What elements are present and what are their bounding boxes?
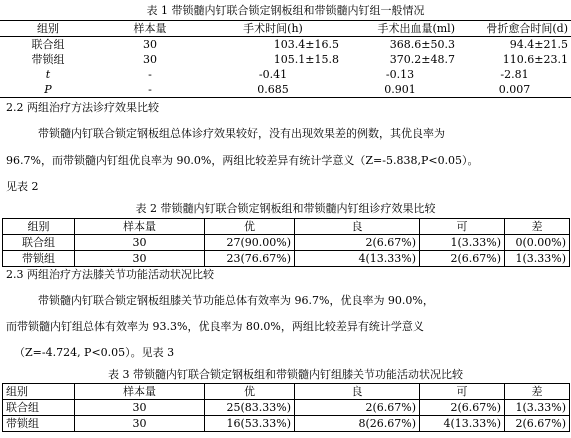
table2-cell: 30 (75, 235, 205, 251)
table3-cell: 25(83.33%) (205, 400, 295, 416)
table3 (2, 383, 570, 432)
section-heading: 2.2 两组治疗方法诊疗效果比较 (6, 101, 159, 114)
paragraph-line: （Z=-4.724, P<0.05）。见表 3 (14, 346, 175, 359)
table-row (0, 82, 571, 98)
table2-cell: 27(90.00%) (205, 235, 295, 251)
table2-header-cell: 良 (295, 219, 420, 235)
table-row (0, 37, 571, 53)
table1-header-row (0, 21, 571, 37)
table2-caption: 表 2 带锁髓内钉联合锁定钢板组和带锁髓内钉组诊疗效果比较 (135, 202, 436, 215)
table2-cell: 4(13.33%) (295, 251, 420, 267)
table3-cell: 8(26.67%) (295, 416, 420, 432)
table1-cell: 370.2±48.7 (389, 53, 455, 66)
table3-header-cell: 优 (205, 384, 295, 400)
table2-header-cell: 可 (420, 219, 505, 235)
table1-header-cell: 样本量 (96, 21, 204, 37)
table2-header-cell: 优 (205, 219, 295, 235)
table1-caption: 表 1 带锁髓内钉联合锁定钢板组和带锁髓内钉组一般情况 (146, 4, 425, 17)
table2-cell: 30 (75, 251, 205, 267)
table3-cell: 16(53.33%) (205, 416, 295, 432)
table-row (3, 400, 570, 416)
paragraph-line: 带锁髓内钉联合锁定钢板组总体诊疗效果较好，没有出现效果差的例数，其优良率为 (38, 127, 445, 140)
table1-header-cell: 手术时间(h) (204, 21, 342, 37)
table2-cell: 1(3.33%) (420, 235, 505, 251)
paragraph-line: 而带锁髓内钉组总体有效率为 93.3%，优良率为 80.0%，两组比较差异有统计学意义 (6, 320, 424, 333)
table1-cell: P (0, 82, 96, 98)
table3-cell: 带锁组 (3, 416, 75, 432)
section-heading: 2.3 两组治疗方法膝关节功能活动状况比较 (6, 268, 214, 281)
table3-cell: 2(6.67%) (295, 400, 420, 416)
table1-cell: -2.81 (500, 68, 529, 81)
table1-header-cell: 组别 (0, 21, 96, 37)
table1-cell: 110.6±23.1 (502, 53, 568, 66)
table2-cell: 1(3.33%) (505, 251, 570, 267)
paragraph-line: 见表 2 (6, 180, 39, 193)
table-row (3, 251, 570, 267)
table3-header-cell: 样本量 (75, 384, 205, 400)
table1-cell: - (96, 82, 204, 98)
table3-cell: 2(6.67%) (505, 416, 570, 432)
table3-caption: 表 3 带锁髓内钉联合锁定钢板组和带锁髓内钉组膝关节功能活动状况比较 (108, 368, 463, 381)
table2-cell: 联合组 (3, 235, 75, 251)
table1-header-cell: 手术出血量(ml) (342, 21, 458, 37)
table3-cell: 2(6.67%) (420, 400, 505, 416)
table1-cell: 30 (143, 38, 157, 51)
table1-cell: 368.6±50.3 (389, 38, 455, 51)
table1-cell: 联合组 (31, 38, 65, 51)
table3-cell: 4(13.33%) (420, 416, 505, 432)
table-row (3, 235, 570, 251)
table3-cell: 30 (75, 400, 205, 416)
table1-cell: 105.1±15.8 (273, 53, 339, 66)
table3-header-cell: 良 (295, 384, 420, 400)
table1-cell: 103.4±16.5 (273, 38, 339, 51)
table1-cell: 带锁组 (31, 53, 65, 66)
table1-cell: 0.901 (342, 82, 458, 98)
table-row (3, 416, 570, 432)
table1-cell: 0.685 (204, 82, 342, 98)
paragraph-line: 带锁髓内钉联合锁定钢板组膝关节功能总体有效率为 96.7%，优良率为 90.0%， (38, 294, 434, 307)
table2-header-row (3, 219, 570, 235)
table-row (0, 67, 571, 82)
table2-cell: 2(6.67%) (420, 251, 505, 267)
table-row (0, 52, 571, 67)
table3-header-cell: 组别 (3, 384, 75, 400)
table1 (0, 20, 571, 98)
table2 (2, 218, 570, 267)
table3-cell: 30 (75, 416, 205, 432)
table1-header-cell: 骨折愈合时间(d) (458, 21, 571, 37)
table2-cell: 2(6.67%) (295, 235, 420, 251)
table3-header-cell: 可 (420, 384, 505, 400)
paragraph-line: 96.7%，而带锁髓内钉组优良率为 90.0%，两组比较差异有统计学意义（Z=-5.838,P<0.05）。 (6, 154, 479, 167)
table2-cell: 23(76.67%) (205, 251, 295, 267)
table2-cell: 0(0.00%) (505, 235, 570, 251)
table2-header-cell: 差 (505, 219, 570, 235)
table1-cell: t (45, 68, 51, 81)
table3-header-row (3, 384, 570, 400)
table1-cell: -0.13 (385, 68, 415, 81)
table1-cell: 0.007 (458, 82, 571, 98)
table2-header-cell: 组别 (3, 219, 75, 235)
table1-cell: 94.4±21.5 (509, 38, 568, 51)
table2-cell: 带锁组 (3, 251, 75, 267)
table3-cell: 1(3.33%) (505, 400, 570, 416)
table1-cell: - (148, 68, 152, 81)
table1-cell: -0.41 (258, 68, 288, 81)
table3-header-cell: 差 (505, 384, 570, 400)
table1-cell: 30 (143, 53, 157, 66)
table3-cell: 联合组 (3, 400, 75, 416)
table2-header-cell: 样本量 (75, 219, 205, 235)
